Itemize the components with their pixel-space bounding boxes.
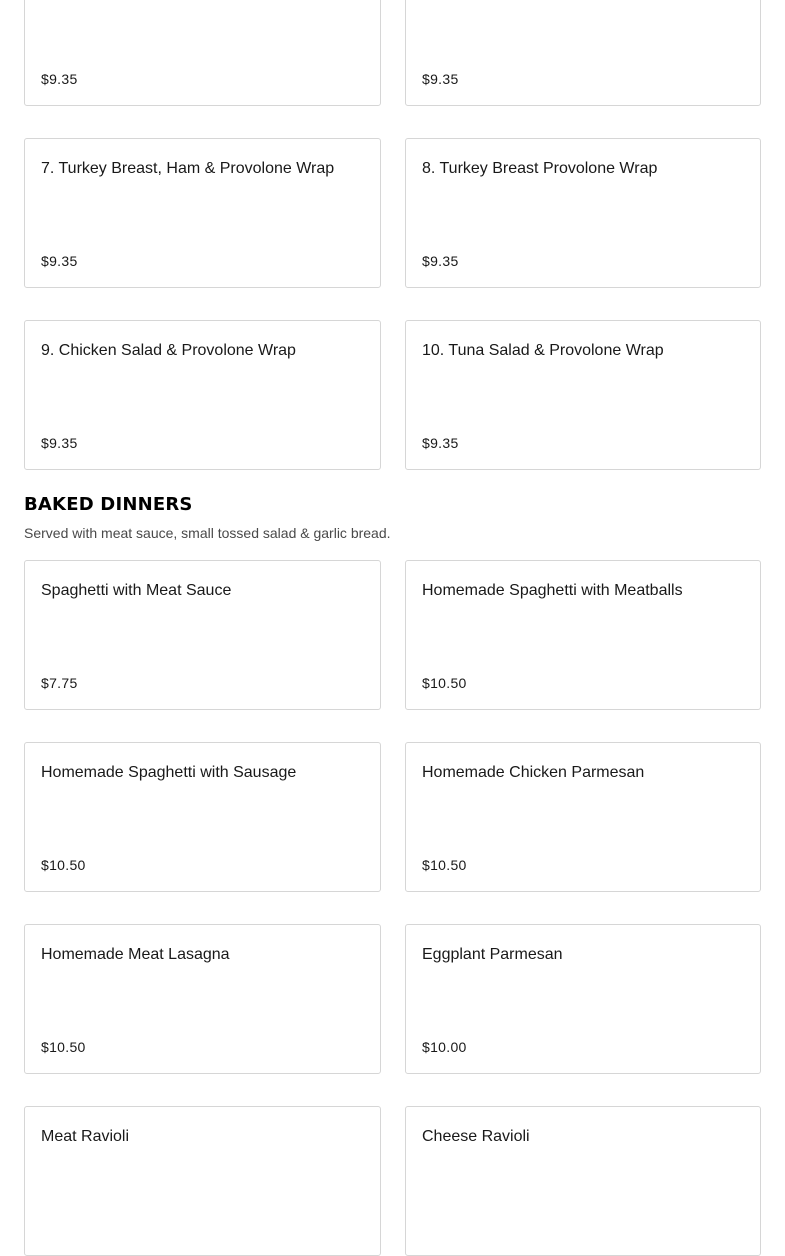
menu-item-name: Homemade Spaghetti with Sausage	[41, 764, 297, 781]
menu-item-name: 8. Turkey Breast Provolone Wrap	[422, 160, 658, 177]
menu-item-card[interactable]	[405, 742, 761, 892]
menu-item-price: $9.35	[41, 435, 78, 451]
wraps-menu-grid	[24, 0, 761, 470]
section-title: BAKED DINNERS	[24, 494, 193, 515]
menu-item-name: 7. Turkey Breast, Ham & Provolone Wrap	[41, 160, 335, 177]
menu-item-name: Spaghetti with Meat Sauce	[41, 582, 232, 599]
menu-item-card[interactable]	[405, 320, 761, 470]
menu-item-name: 9. Chicken Salad & Provolone Wrap	[41, 342, 296, 359]
menu-item-name: Homemade Meat Lasagna	[41, 946, 230, 963]
menu-item-card[interactable]	[405, 924, 761, 1074]
menu-item-card[interactable]	[405, 138, 761, 288]
menu-item-name: Homemade Spaghetti with Meatballs	[422, 582, 683, 599]
menu-item-price: $10.50	[422, 857, 467, 873]
menu-item-price: $10.50	[41, 1039, 86, 1055]
menu-item-price: $10.50	[422, 675, 467, 691]
menu-item-card[interactable]	[24, 0, 381, 106]
menu-item-name: Eggplant Parmesan	[422, 946, 563, 963]
menu-item-card[interactable]	[24, 138, 381, 288]
menu-item-price: $9.35	[422, 71, 459, 87]
menu-item-price: $10.50	[41, 857, 86, 873]
menu-item-price: $7.75	[41, 675, 78, 691]
section-description: Served with meat sauce, small tossed salad & garlic bread.	[24, 525, 391, 541]
menu-item-price: $9.35	[41, 253, 78, 269]
menu-item-name: Meat Ravioli	[41, 1128, 130, 1145]
menu-item-name: Homemade Chicken Parmesan	[422, 764, 645, 781]
menu-item-card[interactable]	[24, 1106, 381, 1256]
menu-item-name: 10. Tuna Salad & Provolone Wrap	[422, 342, 664, 359]
menu-item-card[interactable]	[24, 742, 381, 892]
menu-item-card[interactable]	[24, 560, 381, 710]
menu-item-card[interactable]	[405, 560, 761, 710]
menu-item-price: $9.35	[422, 435, 459, 451]
menu-item-card[interactable]	[405, 1106, 761, 1256]
menu-item-card[interactable]	[24, 320, 381, 470]
menu-item-price: $9.35	[41, 71, 78, 87]
menu-item-card[interactable]	[24, 924, 381, 1074]
menu-item-price: $9.35	[422, 253, 459, 269]
baked-dinners-grid	[24, 560, 761, 1256]
menu-item-card[interactable]	[405, 0, 761, 106]
menu-item-name: Cheese Ravioli	[422, 1128, 530, 1145]
menu-item-price: $10.00	[422, 1039, 467, 1055]
